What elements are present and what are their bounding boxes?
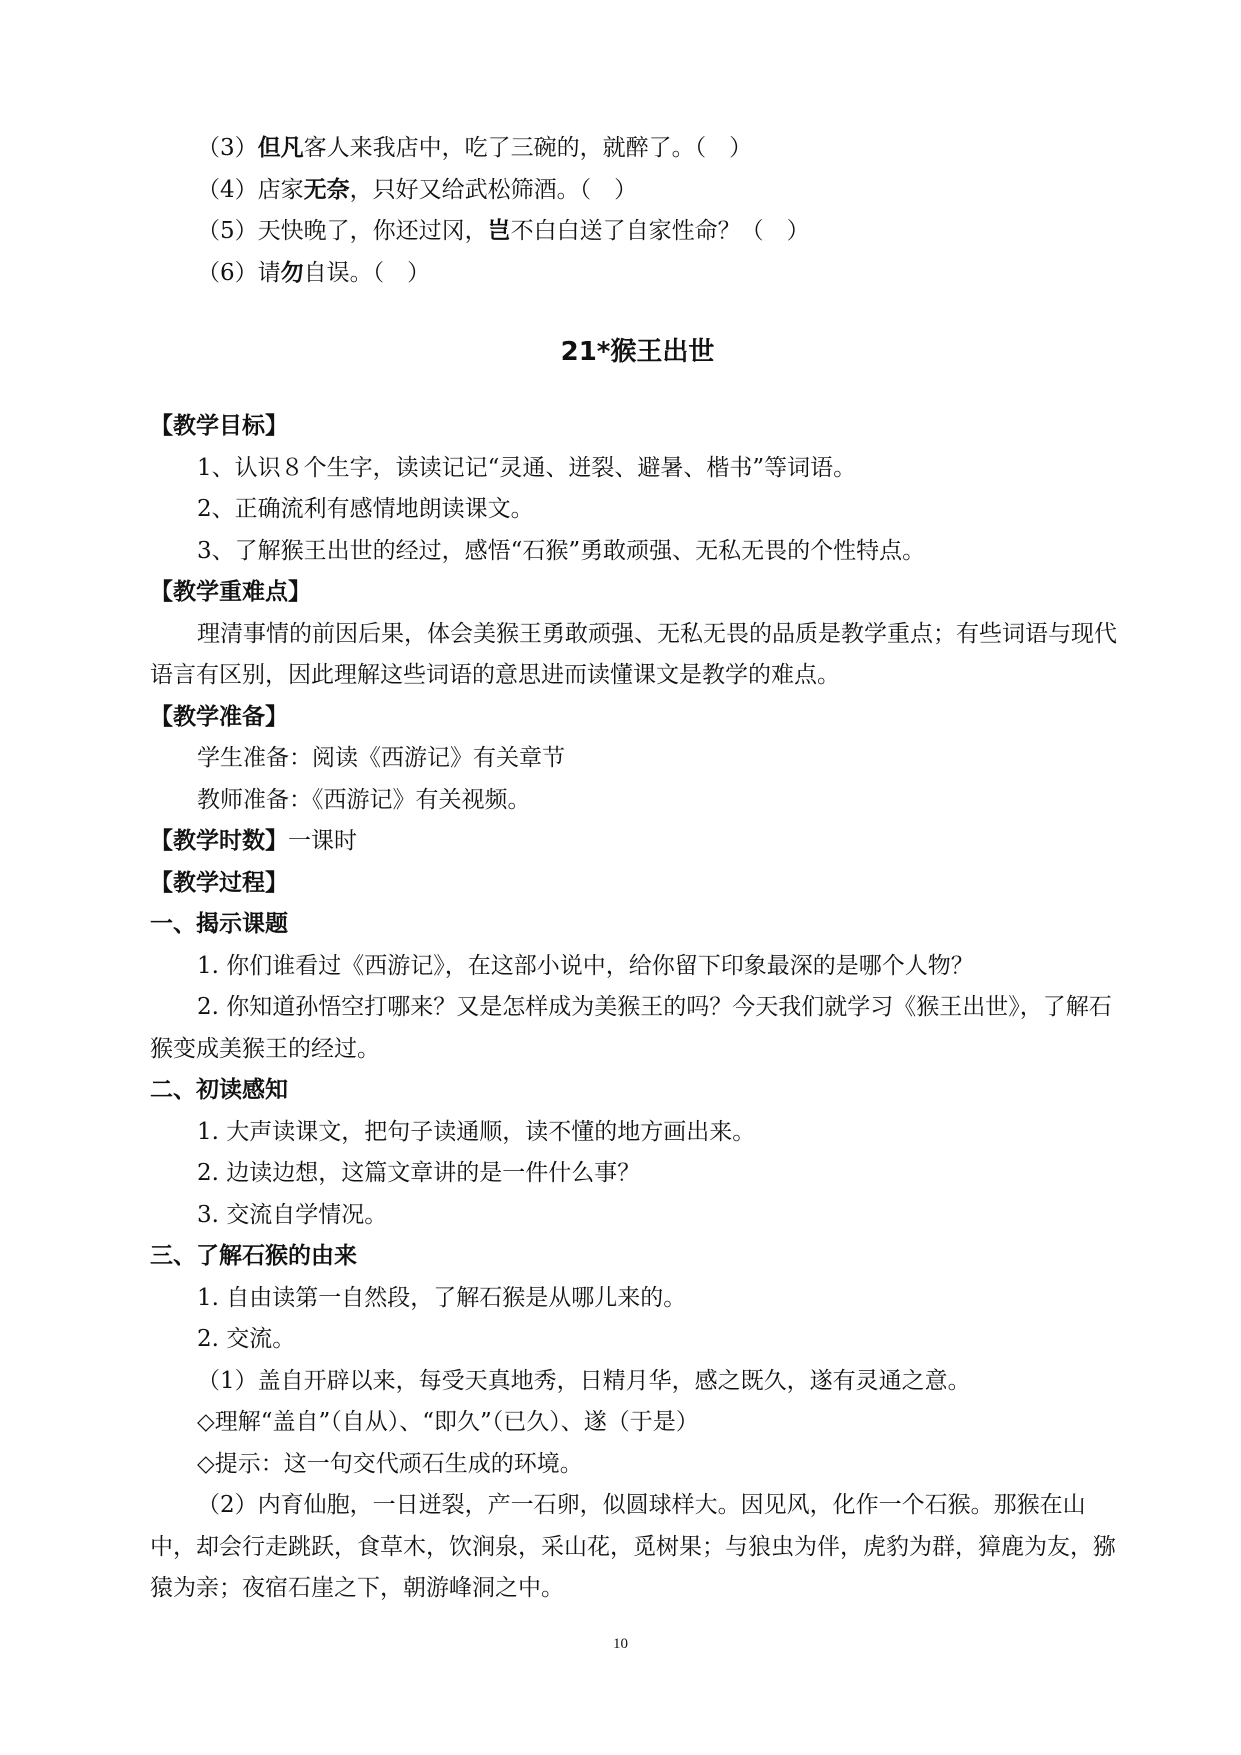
goals-heading: 【教学目标】 [150,413,288,439]
exercise-text: ，只好又给武松筛酒。（ ） [349,176,638,203]
teacher-preparation: 教师准备：《西游记》有关视频。 [197,786,531,813]
document-page [150,128,1125,1610]
goal-item: 2、正确流利有感情地朗读课文。 [197,496,534,522]
section-2-heading: 二、初读感知 [150,1077,288,1103]
goal-item: 1、认识８个生字，读读记记“灵通、迸裂、避暑、楷书”等词语。 [197,454,857,481]
hours-heading: 【教学时数】 [150,828,288,854]
section-2-item: 1. 大声读课文，把句子读通顺，读不懂的地方画出来。 [197,1118,756,1145]
section-1-heading: 一、揭示课题 [150,911,288,937]
key-points-heading: 【教学重难点】 [150,579,311,605]
exercise-text: 自误。（ ） [303,259,431,286]
exercise-text: 不白白送了自家性命？（ ） [510,218,810,244]
hours-value: 一课时 [288,828,357,854]
section-1-item: 2. 你知道孙悟空打哪来？又是怎样成为美猴王的吗？今天我们就学习《猴王出世》，了解石猴变成美猴王的经过。 [150,994,1112,1062]
exercise-keyword: 无奈 [303,176,350,203]
exercise-3 [150,128,1125,170]
section-3-item: 1. 自由读第一自然段，了解石猴是从哪儿来的。 [197,1284,687,1311]
section-3-quote: （1）盖自开辟以来，每受天真地秀，日精月华，感之既久，遂有灵通之意。 [197,1367,971,1394]
section-3-note: ◇理解“盖自”（自从）、“即久”（已久）、遂（于是） [197,1409,699,1435]
hours-row [150,821,1125,863]
exercise-keyword: 勿 [280,259,304,286]
section-2-item: 3. 交流自学情况。 [197,1201,388,1228]
section-3-heading: 三、了解石猴的由来 [150,1243,357,1269]
exercise-keyword: 岂 [487,218,511,244]
student-preparation: 学生准备：阅读《西游记》有关章节 [197,745,565,771]
preparation-heading: 【教学准备】 [150,703,288,730]
section-3-quote: （2）内育仙胞，一日迸裂，产一石卵，似圆球样大。因见风，化作一个石猴。那猴在山中，却会行走跳跃，食草木，饮涧泉，采山花，觅树果；与狼虫为伴，虎豹为群，獐鹿为友，猕猿为亲；夜宿石崖之下，朝游峰洞之中。 [150,1492,1116,1601]
key-points-text: 理清事情的前因后果，体会美猴王勇敢顽强、无私无畏的品质是教学重点；有些词语与现代语言有区别，因此理解这些词语的意思进而读懂课文是教学的难点。 [150,620,1117,688]
page-number: 10 [613,1636,628,1652]
exercise-text: （3） [197,135,258,161]
exercise-text: 客人来我店中，吃了三碗的，就醉了。（ ） [303,135,753,161]
process-heading: 【教学过程】 [150,869,288,896]
section-3-item: 2. 交流。 [197,1326,296,1352]
exercise-keyword: 但凡 [257,135,304,161]
goal-item: 3、了解猴王出世的经过，感悟“石猴”勇敢顽强、无私无畏的个性特点。 [197,537,926,564]
exercise-6 [150,253,1125,295]
exercise-5 [150,211,1125,253]
exercise-text: （4）店家 [197,176,304,203]
section-3-note: ◇提示：这一句交代顽石生成的环境。 [197,1450,583,1477]
section-2-item: 2. 边读边想，这篇文章讲的是一件什么事？ [197,1160,641,1186]
exercise-text: （5）天快晚了，你还过冈， [197,218,488,244]
section-1-item: 1. 你们谁看过《西游记》，在这部小说中，给你留下印象最深的是哪个人物？ [197,952,974,979]
exercise-4 [150,170,1125,212]
exercise-text: （6）请 [197,259,281,286]
lesson-title: 21*猴王出世 [560,337,715,367]
